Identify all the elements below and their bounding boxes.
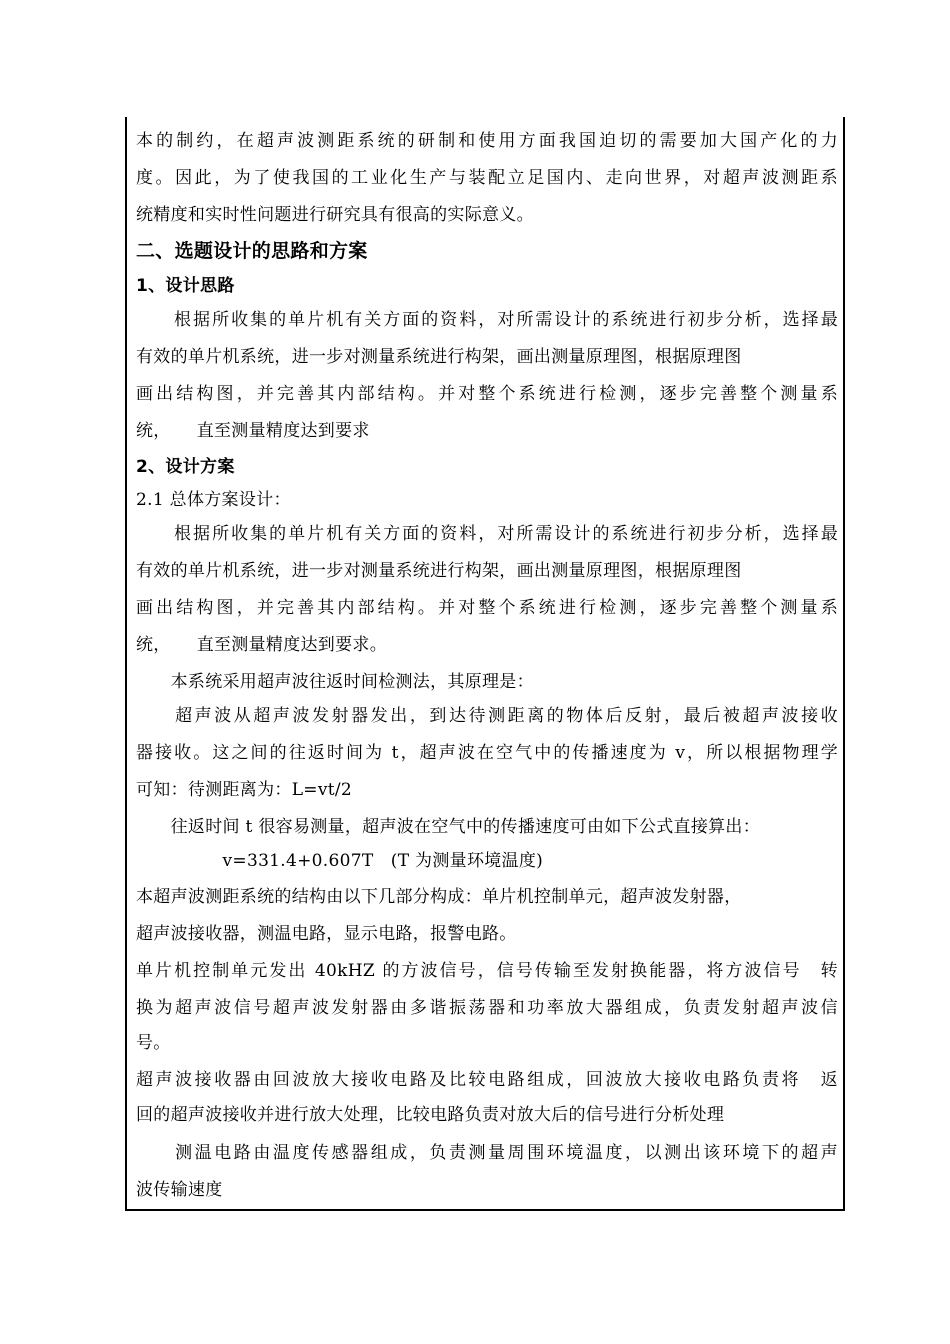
paragraph-line: 超声波接收器，测温电路，显示电路，报警电路。 — [136, 924, 517, 944]
paragraph-line: 测温电路由温度传感器组成，负责测量周围环境温度，以测出该环境下的超声 — [136, 1143, 838, 1163]
paragraph-line: 超声波接收器由回波放大接收电路及比较电路组成，回波放大接收电路负责将 返 — [136, 1070, 838, 1090]
paragraph-line: 度。因此，为了使我国的工业化生产与装配立足国内、走向世界，对超声波测距系 — [136, 168, 838, 188]
section-heading: 2、设计方案 — [136, 457, 235, 477]
paragraph-line: 本的制约，在超声波测距系统的研制和使用方面我国迫切的需要加大国产化的力 — [136, 131, 838, 151]
paragraph-line: 统， 直至测量精度达到要求。 — [136, 635, 387, 655]
paragraph-line: 有效的单片机系统，进一步对测量系统进行构架，画出测量原理图，根据原理图 — [136, 347, 742, 367]
paragraph-line: 器接收。这之间的往返时间为 t，超声波在空气中的传播速度为 v，所以根据物理学 — [136, 743, 838, 763]
paragraph-line: 可知：待测距离为：L=vt/2 — [136, 780, 353, 800]
paragraph-line: 回的超声波接收并进行放大处理，比较电路负责对放大后的信号进行分析处理 — [136, 1105, 725, 1125]
paragraph-line: 单片机控制单元发出 40kHZ 的方波信号，信号传输至发射换能器，将方波信号 转 — [136, 961, 838, 981]
paragraph-line: 画出结构图，并完善其内部结构。并对整个系统进行检测，逐步完善整个测量系 — [136, 384, 838, 404]
section-heading: 1、设计思路 — [136, 276, 235, 296]
paragraph-line: 本系统采用超声波往返时间检测法，其原理是： — [136, 672, 534, 692]
paragraph-line: 统， 直至测量精度达到要求 — [136, 421, 370, 441]
paragraph-line: 换为超声波信号超声波发射器由多谐振荡器和功率放大器组成，负责发射超声波信 — [136, 998, 838, 1018]
paragraph-line: 往返时间 t 很容易测量，超声波在空气中的传播速度可由如下公式直接算出： — [136, 817, 761, 837]
paragraph-line: 画出结构图，并完善其内部结构。并对整个系统进行检测，逐步完善整个测量系 — [136, 598, 838, 618]
paragraph-line: 2.1 总体方案设计： — [136, 490, 291, 510]
section-heading: 二、选题设计的思路和方案 — [136, 240, 368, 262]
paragraph-line: 统精度和实时性问题进行研究具有很高的实际意义。 — [136, 205, 534, 225]
paragraph-line: 本超声波测距系统的结构由以下几部分构成：单片机控制单元，超声波发射器， — [136, 887, 742, 907]
paragraph-line: 波传输速度 — [136, 1180, 223, 1200]
paragraph-line: 有效的单片机系统，进一步对测量系统进行构架，画出测量原理图，根据原理图 — [136, 561, 742, 581]
paragraph-line: v=331.4+0.607T (T 为测量环境温度) — [136, 851, 544, 871]
paragraph-line: 超声波从超声波发射器发出，到达待测距离的物体后反射，最后被超声波接收 — [136, 706, 838, 726]
paragraph-line: 根据所收集的单片机有关方面的资料，对所需设计的系统进行初步分析，选择最 — [136, 310, 838, 330]
paragraph-line: 号。 — [136, 1033, 171, 1053]
paragraph-line: 根据所收集的单片机有关方面的资料，对所需设计的系统进行初步分析，选择最 — [136, 524, 838, 544]
